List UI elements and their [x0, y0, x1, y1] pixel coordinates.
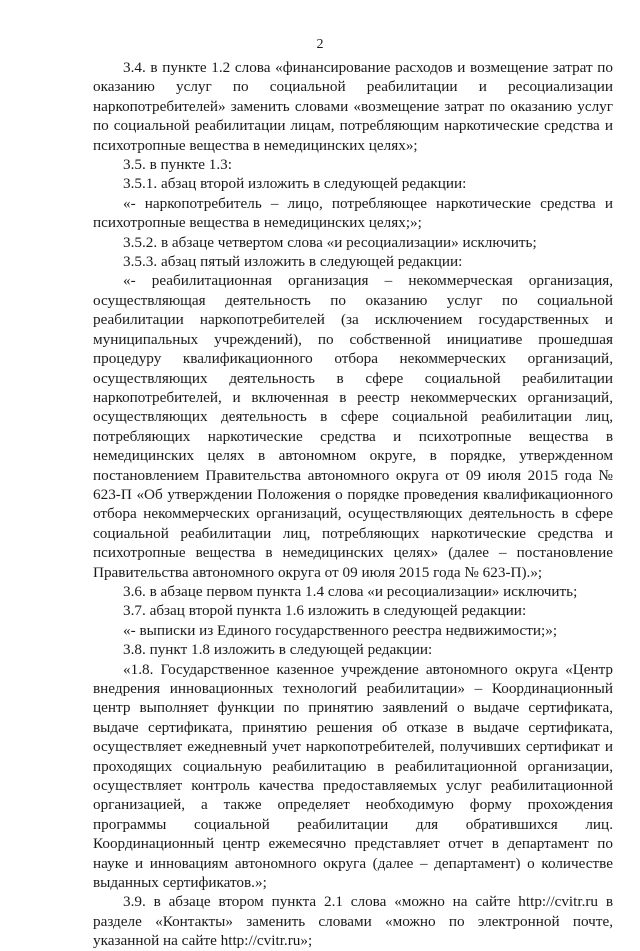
paragraph-3-9: 3.9. в абзаце втором пункта 2.1 слова «можно на сайте http://cvitr.ru в разделе «Контакты» заменить словами «можно по электронной почте, указанной на сайте http://cvitr.ru»;	[93, 893, 613, 950]
paragraph-3-7-quote: «- выписки из Единого государственного реестра недвижимости;»;	[123, 621, 558, 639]
paragraph-3-5-2: 3.5.2. в абзаце четвертом слова «и ресоциализации» исключить;	[123, 233, 537, 251]
paragraph-3-6: 3.6. в абзаце первом пункта 1.4 слова «и ресоциализации» исключить;	[123, 582, 578, 600]
paragraph-3-5: 3.5. в пункте 1.3:	[123, 156, 232, 174]
page-number: 2	[316, 37, 324, 52]
paragraph-3-8-quote: «1.8. Государственное казенное учреждение автономного округа «Центр внедрения инновационных технологий реабилитации» – Координационный центр выполняет функции по принятию заявлений о выдаче сертификата, выдаче сертификата, принятию решения об отказе в выдаче сертификата, осуществляет ежедневный учет наркопотребителей, получивших сертификат и проходящих социальную реабилитацию в реабилитационной организации, осуществляет контроль качества предоставляемых услуг реабилитационной организацией, а также определяет необходимую форму прохождения программы социальной реабилитации для обратившихся лиц. Координационный центр ежемесячно представляет отчет в департамент по науке и инновациям автономного округа (далее – департамент) о количестве выданных сертификатов.»;	[93, 660, 613, 892]
paragraph-3-7: 3.7. абзац второй пункта 1.6 изложить в следующей редакции:	[123, 602, 527, 620]
document-body	[93, 58, 613, 951]
paragraph-3-5-1: 3.5.1. абзац второй изложить в следующей редакции:	[123, 175, 467, 193]
paragraph-3-5-3-quote: «- реабилитационная организация – некоммерческая организация, осуществляющая деятельность по оказанию услуг по социальной реабилитации наркопотребителей (за исключением государственных и муниципальных учреждений), по собственной инициативе прошедшая процедуру квалификационного отбора некоммерческих организаций, осуществляющих деятельность в сфере социальной реабилитации наркопотребителей, и включенная в реестр некоммерческих организаций, осуществляющих деятельность в сфере социальной реабилитации лиц, потребляющих наркотические средства и психотропные вещества в немедицинских целях в автономном округе, в порядке, утвержденном постановлением Правительства автономного округа от 09 июля 2015 года № 623-П «Об утверждении Положения о порядке проведения квалификационного отбора некоммерческих организаций, осуществляющих деятельность в сфере социальной реабилитации лиц, потребляющих наркотические средства и психотропные вещества в немедицинских целях» (далее – постановление Правительства автономного округа от 09 июля 2015 года № 623-П).»;	[93, 272, 613, 581]
paragraph-3-8: 3.8. пункт 1.8 изложить в следующей редакции:	[123, 641, 433, 659]
paragraph-3-4: 3.4. в пункте 1.2 слова «финансирование расходов и возмещение затрат по оказанию услуг по социальной реабилитации и ресоциализации наркопотребителей» заменить словами «возмещение затрат по оказанию услуг по социальной реабилитации лицам, потребляющим наркотические средства и психотропные вещества в немедицинских целях»;	[93, 59, 613, 154]
paragraph-3-5-1-quote: «- наркопотребитель – лицо, потребляющее наркотические средства и психотропные вещества в немедицинских целях;»;	[93, 194, 613, 232]
paragraph-3-5-3: 3.5.3. абзац пятый изложить в следующей редакции:	[123, 253, 463, 271]
